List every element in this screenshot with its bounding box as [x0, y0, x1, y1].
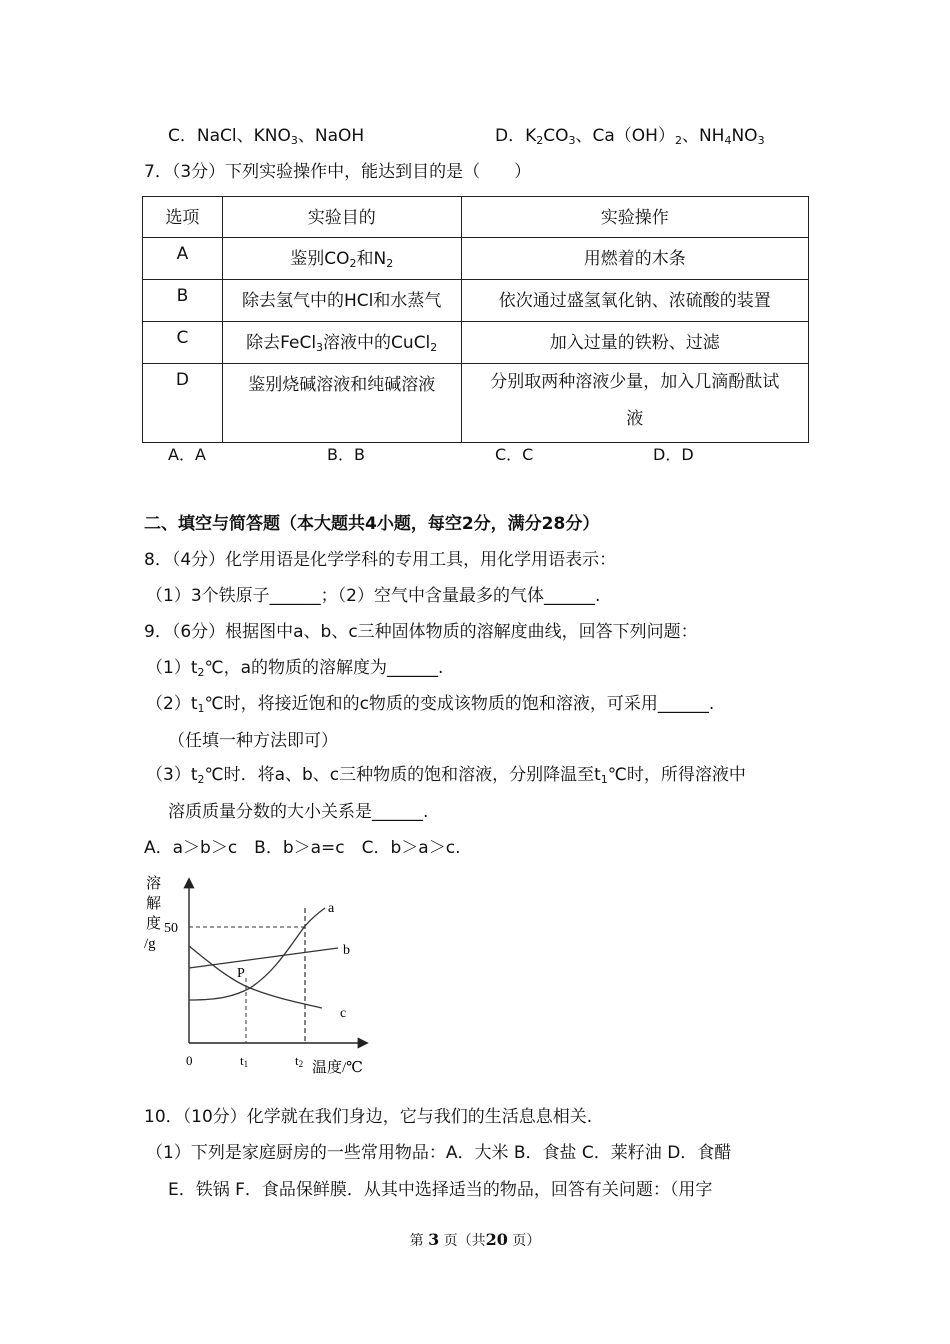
page-footer: 第 3 页（共20 页）: [409, 1230, 541, 1249]
q9-part3-cont: 溶质质量分数的大小关系是______.: [168, 802, 429, 822]
table-row: [143, 238, 809, 280]
y-label-unit: /g: [144, 936, 156, 952]
origin-label: 0: [186, 1053, 193, 1068]
table-header-option: 选项: [143, 197, 223, 238]
table-row: [143, 364, 809, 443]
q10-stem: 10．（10分）化学就在我们身边，它与我们的生活息息相关.: [144, 1107, 593, 1127]
table-header-row: [143, 197, 809, 238]
curve-c-label: c: [340, 1006, 347, 1021]
q7-choice-c: C．C: [495, 445, 534, 464]
table-row: [143, 280, 809, 322]
table-cell-operation: 用燃着的木条: [461, 238, 808, 280]
table-cell-purpose: 除去FeCl$_3$溶液中的CuCl$_2$: [222, 322, 461, 364]
curve-b: [189, 948, 338, 968]
solubility-graph: [140, 868, 380, 1080]
q9-stem: 9．（6分）根据图中a、b、c三种固体物质的溶解度曲线，回答下列问题：: [144, 622, 698, 642]
y-tick-50: 50: [164, 921, 178, 936]
table-cell-purpose: 鉴别烧碱溶液和纯碱溶液: [222, 364, 461, 443]
table-header-operation: 实验操作: [461, 197, 808, 238]
table-cell-purpose: 鉴别$CO_2$和$N_2$: [222, 238, 461, 280]
q10-part1: （1）下列是家庭厨房的一些常用物品：A．大米 B．食盐 C．莱籽油 D．食醋: [146, 1143, 732, 1163]
q9-part1: $(1)t_2℃$，a的物质的溶解度为______.: [146, 658, 444, 679]
q9-part2-note: （任填一种方法即可）: [168, 731, 338, 751]
table-cell-option: C: [143, 322, 223, 364]
q9-options: A．a＞b＞c B．b＞a=c C．b＞a＞c.: [144, 838, 461, 858]
q8-stem: 8．（4分）化学用语是化学学科的专用工具，用化学用语表示：: [144, 550, 617, 570]
curve-b-label: b: [343, 943, 350, 958]
q9-part3: $(3)t_2℃$时．将a、b、c三种物质的饱和溶液，分别降温至$t_1℃$时，所得溶液中: [146, 765, 746, 786]
y-label-char: 度: [146, 916, 162, 932]
y-label-char: 解: [146, 896, 162, 912]
section2-title: 二、填空与简答题（本大题共4小题，每空2分，满分28分）: [144, 514, 600, 534]
q7-choice-d: D．D: [653, 445, 694, 464]
point-p-label: P: [237, 966, 245, 981]
q6-option-d: D．$K_2CO_3$、$Ca(OH)_2$、$NH_4NO_3$: [495, 126, 765, 147]
table-header-purpose: 实验目的: [222, 197, 461, 238]
table-row: [143, 322, 809, 364]
q7-choice-a: A．A: [168, 445, 206, 464]
q8-part1: （1）3个铁原子______；（2）空气中含量最多的气体______.: [146, 586, 601, 606]
q9-part2: $(2)t_1℃$时，将接近饱和的c物质的变成该物质的饱和溶液，可采用______.: [146, 694, 715, 715]
y-label-char: 溶: [146, 876, 162, 892]
table-cell-option: D: [143, 364, 223, 443]
q7-stem: 7．（3分）下列实验操作中，能达到目的是（ ）: [144, 162, 532, 182]
x-tick-t2: t2: [295, 1053, 304, 1069]
q6-option-c: C．NaCl、$KNO_3$、NaOH: [168, 126, 365, 147]
q10-part1-cont: E．铁锅 F．食品保鲜膜．从其中选择适当的物品，回答有关问题：（用字: [168, 1180, 713, 1200]
table-cell-operation: 加入过量的铁粉、过滤: [461, 322, 808, 364]
q7-table: [142, 196, 809, 443]
curve-a-label: a: [328, 901, 335, 916]
x-tick-t1: t1: [240, 1053, 249, 1069]
table-cell-operation: 分别取两种溶液少量，加入几滴酚酞试 液: [461, 364, 808, 443]
curve-a: [189, 908, 325, 1000]
q7-choice-b: B．B: [327, 445, 365, 464]
table-cell-purpose: 除去氢气中的HCl和水蒸气: [222, 280, 461, 322]
page-number: 3: [428, 1230, 440, 1249]
total-pages: 20: [485, 1230, 508, 1249]
table-cell-option: B: [143, 280, 223, 322]
table-cell-option: A: [143, 238, 223, 280]
table-cell-operation: 依次通过盛氢氧化钠、浓硫酸的装置: [461, 280, 808, 322]
x-axis-label: 温度/℃: [312, 1060, 363, 1076]
